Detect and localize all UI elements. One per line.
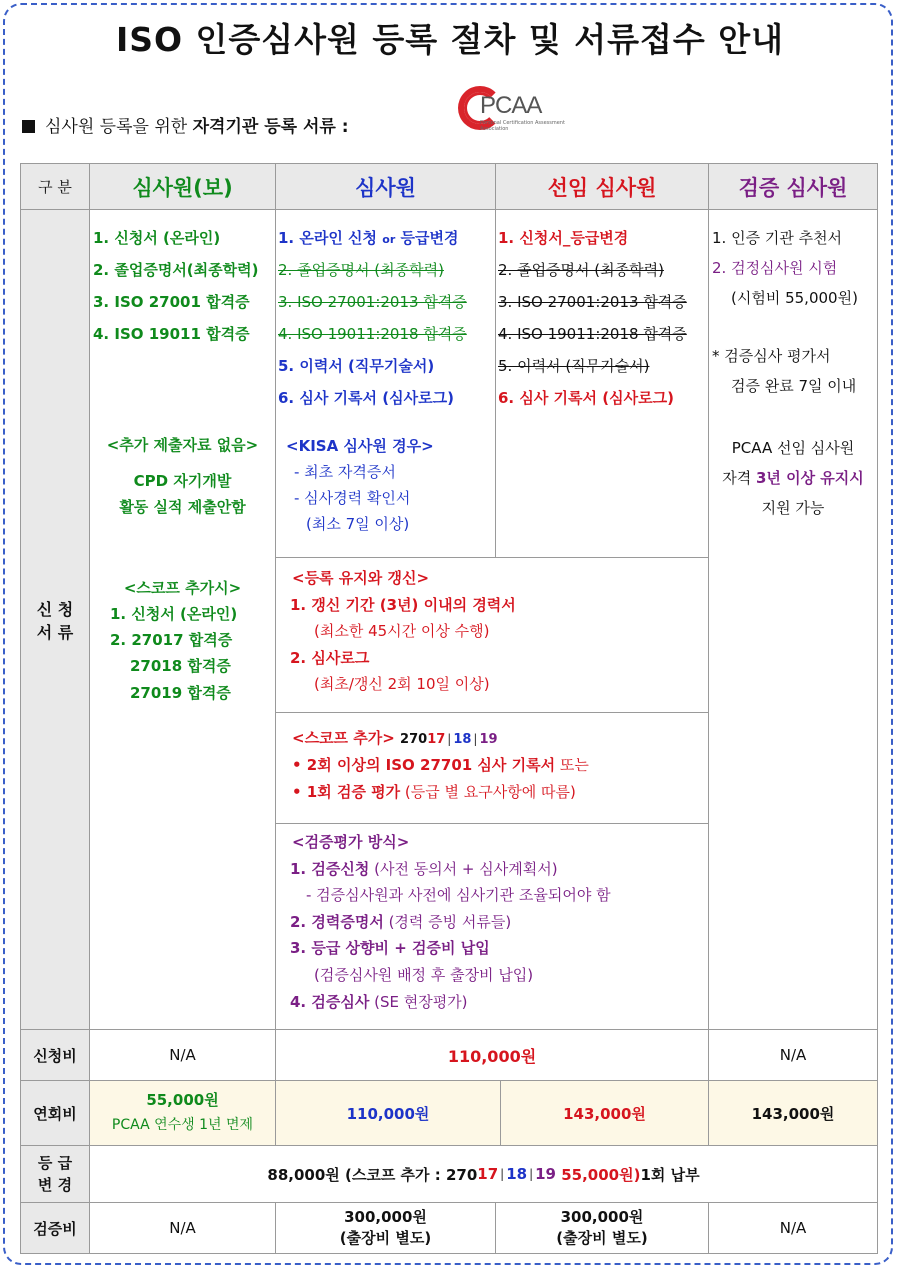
col4-note: 지원 가능: [761, 499, 825, 517]
verify-col2-note: (출장비 별도): [339, 1229, 432, 1247]
col4-item: * 검증심사 평가서: [712, 347, 831, 365]
col1-item: 2. 졸업증명서(최종학력): [93, 261, 259, 279]
header-col4: 검증 심사원: [708, 163, 878, 210]
annual-col4: 143,000원: [708, 1080, 878, 1146]
verify-col2-amount: 300,000원: [344, 1208, 427, 1226]
col3-item: 2. 졸업증명서 (최종학력): [498, 261, 664, 279]
col1-docs: [89, 209, 276, 1030]
annual-col3: 143,000원: [500, 1080, 709, 1146]
header-col2: 심사원: [275, 163, 496, 210]
subheading-text: 심사원 등록을 위한: [45, 117, 193, 137]
fee-col1: N/A: [89, 1029, 276, 1081]
row-label-docs: 신 청 서 류: [20, 209, 90, 1030]
scope-bullet: • 1회 검증 평가 (등급 별 요구사항에 따름): [292, 783, 576, 801]
col2-docs: [275, 209, 496, 558]
col4-item: 1. 인증 기관 추천서: [712, 229, 843, 247]
header-col1: 심사원(보): [89, 163, 276, 210]
grade-fee: 88,000원 (스코프 추가 : 270 17 | 18 | 19 55,000원) 1회 납부: [89, 1145, 878, 1203]
col1-scope-line: 27018 합격증: [130, 657, 231, 675]
annual-col2: 110,000원: [275, 1080, 501, 1146]
col1-extra-title: <추가 제출자료 없음>: [106, 436, 259, 454]
scope-block: [275, 712, 709, 824]
col1-scope-title: <스코프 추가시>: [123, 579, 242, 597]
renewal-line: (최초/갱신 2회 10일 이상): [314, 675, 490, 693]
annual-col1-amount: 55,000원: [146, 1091, 219, 1109]
col3-item: 6. 심사 기록서 (심사로그): [498, 389, 674, 407]
verify-line: 2. 경력증명서 (경력 증빙 서류들): [290, 913, 512, 931]
header-col3: 선임 심사원: [495, 163, 709, 210]
col1-extra-line: 활동 실적 제출안함: [119, 498, 246, 516]
col1-scope-line: 1. 신청서 (온라인): [110, 605, 238, 623]
scope-title-line: <스코프 추가> 27017 | 18 | 19: [292, 729, 498, 747]
annual-col1: [89, 1080, 276, 1146]
verify-line: - 검증심사원과 사전에 심사기관 조율되어야 함: [306, 886, 611, 904]
verify-line: 4. 검증심사 (SE 현장평가): [290, 993, 468, 1011]
verify-col1: N/A: [89, 1202, 276, 1254]
col2-item: 1. 온라인 신청 or 등급변경: [278, 229, 459, 247]
col2-kisa-title: <KISA 심사원 경우>: [286, 437, 434, 455]
fee-col4: N/A: [708, 1029, 878, 1081]
header-category: 구 분: [20, 163, 90, 210]
col1-scope-line: 27019 합격증: [130, 684, 231, 702]
col3-item: 5. 이력서 (직무기술서): [498, 357, 650, 375]
subheading: [22, 112, 349, 137]
col1-item: 3. ISO 27001 합격증: [93, 293, 250, 311]
col2-kisa-line: (최소 7일 이상): [306, 515, 410, 533]
verify-line: (검증심사원 배정 후 출장비 납입): [314, 966, 534, 984]
col4-note: 자격 3년 이상 유지시: [722, 469, 864, 487]
col2-item: 6. 심사 기록서 (심사로그): [278, 389, 454, 407]
verify-col3: [495, 1202, 709, 1254]
col3-item: 1. 신청서_등급변경: [498, 229, 629, 247]
col2-item: 3. ISO 27001:2013 합격증: [278, 293, 467, 311]
renewal-line: (최소한 45시간 이상 수행): [314, 622, 490, 640]
row-label-fee: 신청비: [20, 1029, 90, 1081]
verify-method-block: [275, 823, 709, 1030]
annual-col1-note: PCAA 연수생 1년 면제: [111, 1117, 254, 1133]
verify-col3-note: (출장비 별도): [556, 1229, 648, 1247]
col4-item: 검증 완료 7일 이내: [731, 377, 857, 395]
verify-col2: [275, 1202, 496, 1254]
verify-col4: N/A: [708, 1202, 878, 1254]
scope-bullet: • 2회 이상의 ISO 27701 심사 기록서 또는: [292, 756, 589, 774]
col4-item: 2. 검정심사원 시험: [712, 259, 838, 277]
col2-kisa-line: - 최초 자격증서: [294, 463, 396, 481]
col2-item: 4. ISO 19011:2018 합격증: [278, 325, 467, 343]
col3-item: 3. ISO 27001:2013 합격증: [498, 293, 687, 311]
col2-kisa-line: - 심사경력 확인서: [294, 489, 411, 507]
col1-item: 4. ISO 19011 합격증: [93, 325, 250, 343]
col4-item: (시험비 55,000원): [731, 289, 858, 307]
col3-docs: [495, 209, 709, 558]
row-label-annual: 연회비: [20, 1080, 90, 1146]
verify-title: <검증평가 방식>: [292, 833, 410, 851]
subheading-bold: 자격기관 등록 서류 :: [192, 117, 349, 137]
verify-col3-amount: 300,000원: [560, 1208, 644, 1226]
page-title: ISO 인증심사원 등록 절차 및 서류접수 안내: [115, 20, 785, 59]
col4-docs: [708, 209, 878, 1030]
verify-line: 3. 등급 상향비 + 검증비 납입: [290, 939, 490, 957]
row-label-grade: 등 급 변 경: [20, 1145, 90, 1203]
col1-item: 1. 신청서 (온라인): [93, 229, 221, 247]
col1-scope-line: 2. 27017 합격증: [110, 631, 233, 649]
col2-item: 2. 졸업증명서 (최종학력): [278, 261, 444, 279]
renewal-block: [275, 557, 709, 713]
renewal-line: 1. 갱신 기간 (3년) 이내의 경력서: [290, 596, 516, 614]
col3-item: 4. ISO 19011:2018 합격증: [498, 325, 687, 343]
pcaa-logo: PCAA Personal Certification Assessment Association: [458, 86, 568, 138]
col2-item: 5. 이력서 (직무기술서): [278, 357, 435, 375]
row-label-verify: 검증비: [20, 1202, 90, 1254]
col1-extra-line: CPD 자기개발: [133, 472, 232, 490]
fee-col23: 110,000원: [275, 1029, 709, 1081]
renewal-title: <등록 유지와 갱신>: [292, 569, 430, 587]
square-bullet-icon: [22, 120, 35, 133]
col4-note: PCAA 선임 심사원: [731, 439, 855, 457]
renewal-line: 2. 심사로그: [290, 649, 370, 667]
verify-line: 1. 검증신청 (사전 동의서 + 심사계획서): [290, 860, 558, 878]
